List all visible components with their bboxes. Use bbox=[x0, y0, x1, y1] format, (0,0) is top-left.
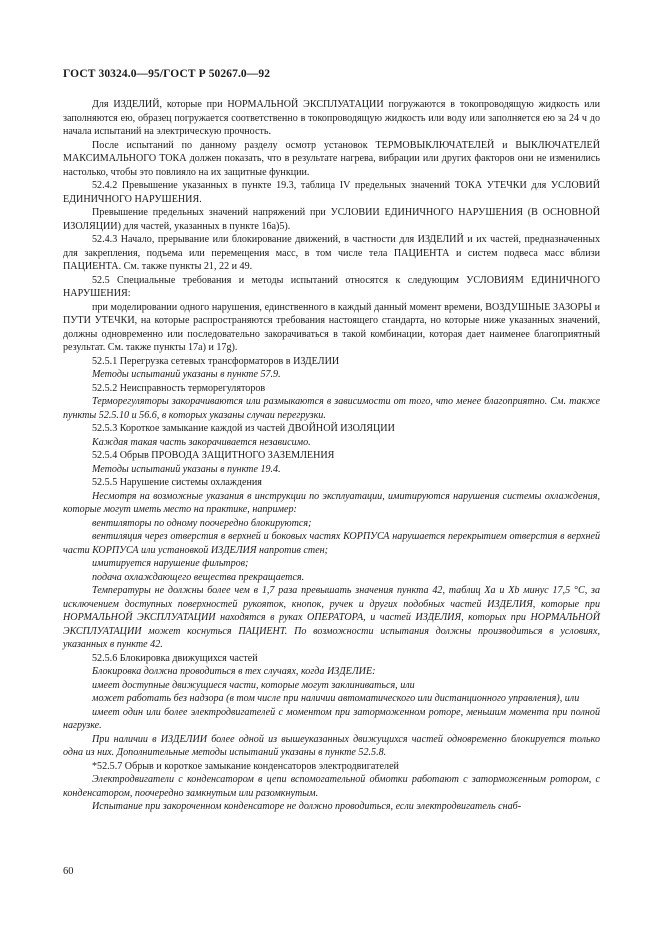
page-number: 60 bbox=[63, 866, 74, 877]
paragraph: имеет доступные движущиеся части, которые могут заклиниваться, или bbox=[92, 679, 415, 691]
paragraph: Превышение предельных значений напряжений при УСЛОВИИ ЕДИНИЧНОГО НАРУШЕНИЯ (В ОСНОВНОЙ ИЗОЛЯЦИИ) для частей, указанных в пункте 16а)5). bbox=[63, 207, 600, 232]
paragraph: При наличии в ИЗДЕЛИИ более одной из вышеуказанных движущихся частей одновременно блокируется только одна из них. Дополнительные методы испытаний указаны в пункте 52.5.8. bbox=[63, 733, 600, 758]
paragraph: Несмотря на возможные указания в инструкции по эксплуатации, имитируются нарушения системы охлаждения, которые могут иметь место на практике, например: bbox=[63, 490, 600, 515]
paragraph: 52.5.4 Обрыв ПРОВОДА ЗАЩИТНОГО ЗАЗЕМЛЕНИЯ bbox=[92, 450, 335, 461]
paragraph: 52.5.6 Блокировка движущихся частей bbox=[92, 652, 258, 664]
paragraph: 52.5 Специальные требования и методы испытаний относятся к следующим УСЛОВИЯМ ЕДИНИЧНОГО НАРУШЕНИЯ: bbox=[63, 274, 600, 299]
paragraph: может работать без надзора (в том числе при наличии автоматического или дистанционного управления), или bbox=[92, 693, 580, 704]
paragraph: Для ИЗДЕЛИЙ, которые при НОРМАЛЬНОЙ ЭКСПЛУАТАЦИИ погружаются в токопроводящую жидкость или заполняются ею, образец погружается соответственно в токопроводящую жидкость или воду или заполняется ею за 24 ч до начала испытаний на электрическую прочность. bbox=[63, 99, 600, 137]
paragraph: Методы испытаний указаны в пункте 57.9. bbox=[92, 369, 281, 380]
paragraph: вентиляция через отверстия в верхней и боковых частях КОРПУСА нарушается перекрытием отверстия в верхней части КОРПУСА или установкой ИЗДЕЛИЯ напротив стен; bbox=[63, 531, 600, 556]
paragraph: Температуры не должны более чем в 1,7 раза превышать значения пункта 42, таблиц Xa и Xb минус 17,5 °C, за исключением доступных поверхностей рукояток, кнопок, ручек и других подобных частей ИЗДЕЛИЯ, которые при НОРМАЛЬНОЙ ЭКСПЛУАТАЦИИ находятся в руках ОПЕРАТОРА, и частей ИЗДЕЛИЯ, которых при НОРМАЛЬНОЙ ЭКСПЛУАТАЦИИ может коснуться ПАЦИЕНТ. По возможности испытания должны производиться в условиях, указанных в пункте 42. bbox=[63, 585, 600, 650]
paragraph: 52.5.3 Короткое замыкание каждой из частей ДВОЙНОЙ ИЗОЛЯЦИИ bbox=[92, 423, 395, 434]
document-body bbox=[63, 98, 600, 814]
paragraph: 52.5.5 Нарушение системы охлаждения bbox=[92, 477, 262, 488]
paragraph: Терморегуляторы закорачиваются или размыкаются в зависимости от того, что менее благоприятно. См. также пункты 52.5.10 и 56.6, в которых указаны случаи перегрузки. bbox=[63, 396, 600, 421]
paragraph: 52.4.2 Превышение указанных в пункте 19.3, таблица IV предельных значений ТОКА УТЕЧКИ для УСЛОВИЙ ЕДИНИЧНОГО НАРУШЕНИЯ. bbox=[63, 180, 600, 205]
paragraph: Каждая такая часть закорачивается независимо. bbox=[92, 436, 311, 448]
paragraph: Блокировка должна проводиться в тех случаях, когда ИЗДЕЛИЕ: bbox=[92, 666, 376, 677]
page-header: ГОСТ 30324.0—95/ГОСТ Р 50267.0—92 bbox=[63, 68, 271, 80]
paragraph: 52.5.1 Перегрузка сетевых трансформаторов в ИЗДЕЛИИ bbox=[92, 355, 340, 367]
paragraph: После испытаний по данному разделу осмотр установок ТЕРМОВЫКЛЮЧАТЕЛЕЙ и ВЫКЛЮЧАТЕЛЕЙ МАКСИМАЛЬНОГО ТОКА должен показать, что в результате нагрева, вибрации или других факторов они не изменились настолько, чтобы это повлияло на их защитные функции. bbox=[63, 139, 600, 178]
paragraph: при моделировании одного нарушения, единственного в каждый данный момент времени, ВОЗДУШНЫЕ ЗАЗОРЫ и ПУТИ УТЕЧКИ, на которые распространяются требования настоящего стандарта, но которые ниже указанных значений, должны одновременно или последовательно закорачиваться в такой комбинации, которая дает наименее благоприятный результат. См. также пункты 17а) и 17g). bbox=[63, 301, 600, 353]
paragraph: Методы испытаний указаны в пункте 19.4. bbox=[92, 463, 281, 475]
paragraph: 52.5.2 Неисправность терморегуляторов bbox=[92, 382, 266, 394]
paragraph: Электродвигатели с конденсатором в цепи вспомогательной обмотки работают с заторможенным ротором, с конденсатором, поочередно замкнутым или разомкнутым. bbox=[63, 774, 600, 799]
paragraph: 52.4.3 Начало, прерывание или блокирование движений, в частности для ИЗДЕЛИЙ и их частей, предназначенных для закрепления, подъема или перемещения масс, в том числе тела ПАЦИЕНТА и систем подвеса масс вблизи ПАЦИЕНТА. См. также пункты 21, 22 и 49. bbox=[63, 234, 600, 272]
paragraph: подача охлаждающего вещества прекращается. bbox=[92, 571, 305, 583]
paragraph: Испытание при закороченном конденсаторе не должно проводиться, если электродвигатель снаб- bbox=[92, 801, 522, 812]
paragraph: вентиляторы по одному поочередно блокируются; bbox=[92, 517, 312, 529]
paragraph: *52.5.7 Обрыв и короткое замыкание конденсаторов электродвигателей bbox=[92, 760, 399, 772]
paragraph: имеет один или более электродвигателей с моментом при заторможенном роторе, меньшим момента при полной нагрузке. bbox=[63, 706, 600, 731]
paragraph: имитируется нарушение фильтров; bbox=[92, 558, 249, 569]
